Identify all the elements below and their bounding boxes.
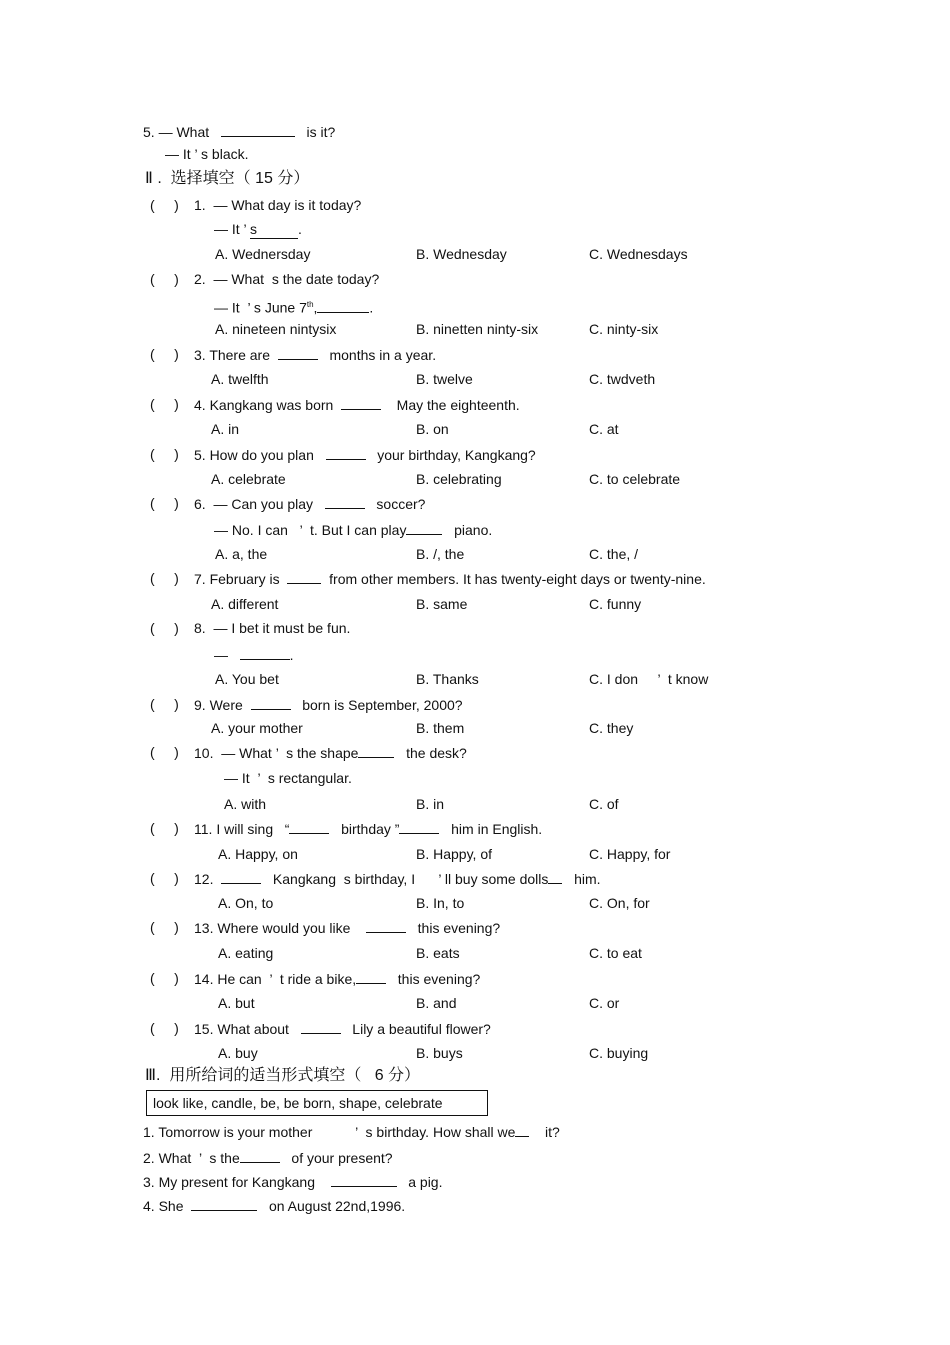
option-a[interactable]: A. your mother xyxy=(211,720,303,736)
option-b[interactable]: B. and xyxy=(416,995,457,1011)
option-a[interactable]: A. twelfth xyxy=(211,371,269,387)
option-a[interactable]: A. On, to xyxy=(218,895,274,911)
question-1: 1. — What day is it today? xyxy=(194,197,362,213)
option-b[interactable]: B. celebrating xyxy=(416,471,502,487)
option-a[interactable]: A. buy xyxy=(218,1045,258,1061)
option-a[interactable]: A. celebrate xyxy=(211,471,286,487)
answer-blank[interactable] xyxy=(278,345,318,360)
option-c[interactable]: C. at xyxy=(589,421,619,437)
option-c[interactable]: C. On, for xyxy=(589,895,650,911)
section-3-title: Ⅲ. 用所给词的适当形式填空（ 6 分） xyxy=(145,1067,421,1084)
option-b[interactable]: B. twelve xyxy=(416,371,473,387)
option-c[interactable]: C. buying xyxy=(589,1045,649,1061)
answer-blank[interactable] xyxy=(331,1172,397,1187)
question-7: 7. February is from other members. It has twenty-eight days or twenty-nine. xyxy=(194,571,706,587)
answer-blank[interactable] xyxy=(356,969,386,984)
option-a[interactable]: A. You bet xyxy=(215,671,279,687)
answer-blank[interactable] xyxy=(221,869,261,884)
option-b[interactable]: B. them xyxy=(416,720,465,736)
question-6: 6. — Can you play soccer? xyxy=(194,496,426,512)
option-b[interactable]: B. ninetten ninty-six xyxy=(416,321,539,337)
fill-item-4: 4. She on August 22nd,1996. xyxy=(143,1198,406,1214)
option-c[interactable]: C. to celebrate xyxy=(589,471,681,487)
question-2: 2. — What s the date today? xyxy=(194,271,380,287)
answer-blank[interactable] xyxy=(326,445,366,460)
answer-blank[interactable] xyxy=(399,819,439,834)
answer-blank[interactable] xyxy=(251,695,291,710)
question-11: 11. I will sing “ birthday ” him in English. xyxy=(194,821,543,837)
answer-blank[interactable] xyxy=(240,645,290,660)
question-2-line-2: — It ’ s June 7th, . xyxy=(214,299,374,316)
answer-paren[interactable]: ( ) xyxy=(150,446,179,462)
answer-blank[interactable] xyxy=(366,918,406,933)
answer-blank[interactable] xyxy=(515,1122,529,1137)
option-b[interactable]: B. /, the xyxy=(416,546,465,562)
answer-paren[interactable]: ( ) xyxy=(150,744,179,760)
option-c[interactable]: C. of xyxy=(589,796,619,812)
option-c[interactable]: C. funny xyxy=(589,596,642,612)
answer-paren[interactable]: ( ) xyxy=(150,696,179,712)
question-1-line-2: — It ’ s . xyxy=(214,221,302,237)
option-a[interactable]: A. Wednersday xyxy=(215,246,311,262)
answer-blank[interactable] xyxy=(191,1196,257,1211)
option-b[interactable]: B. buys xyxy=(416,1045,463,1061)
answer-blank[interactable] xyxy=(289,819,329,834)
option-b[interactable]: B. same xyxy=(416,596,468,612)
word-box-text: look like, candle, be, be born, shape, celebrate xyxy=(153,1095,443,1111)
word-box xyxy=(146,1090,488,1116)
option-b[interactable]: B. Thanks xyxy=(416,671,479,687)
option-b[interactable]: B. Happy, of xyxy=(416,846,493,862)
question-10: 10. — What ’ s the shape the desk? xyxy=(194,745,467,761)
answer-paren[interactable]: ( ) xyxy=(150,570,179,586)
answer-blank[interactable] xyxy=(221,122,295,137)
option-a[interactable]: A. but xyxy=(218,995,255,1011)
option-c[interactable]: C. they xyxy=(589,720,634,736)
answer-paren[interactable]: ( ) xyxy=(150,620,179,636)
option-a[interactable]: A. eating xyxy=(218,945,274,961)
prev-question-5: 5. — What is it? xyxy=(143,124,336,140)
answer-paren[interactable]: ( ) xyxy=(150,396,179,412)
answer-blank[interactable] xyxy=(287,569,321,584)
answer-paren[interactable]: ( ) xyxy=(150,346,179,362)
option-a[interactable]: A. Happy, on xyxy=(218,846,298,862)
answer-blank[interactable] xyxy=(406,520,442,535)
question-13: 13. Where would you like this evening? xyxy=(194,920,501,936)
answer-blank[interactable] xyxy=(358,743,394,758)
question-12: 12. Kangkang s birthday, I ’ ll buy some dolls him. xyxy=(194,871,601,887)
option-c[interactable]: C. Wednesdays xyxy=(589,246,688,262)
option-b[interactable]: B. in xyxy=(416,796,445,812)
option-a[interactable]: A. nineteen nintysix xyxy=(215,321,337,337)
question-8-line-2: — . xyxy=(214,647,294,663)
answer-blank[interactable] xyxy=(341,395,381,410)
question-8: 8. — I bet it must be fun. xyxy=(194,620,351,636)
question-4: 4. Kangkang was born May the eighteenth. xyxy=(194,397,520,413)
option-c[interactable]: C. twdveth xyxy=(589,371,656,387)
option-c[interactable]: C. I don ’ t know xyxy=(589,671,709,687)
question-15: 15. What about Lily a beautiful flower? xyxy=(194,1021,491,1037)
answer-paren[interactable]: ( ) xyxy=(150,271,179,287)
answer-paren[interactable]: ( ) xyxy=(150,870,179,886)
prev-question-5-answer: — It ’ s black. xyxy=(165,146,249,162)
option-b[interactable]: B. In, to xyxy=(416,895,465,911)
fill-item-2: 2. What ’ s the of your present? xyxy=(143,1150,393,1166)
answer-blank[interactable] xyxy=(301,1019,341,1034)
option-b[interactable]: B. eats xyxy=(416,945,460,961)
answer-blank[interactable] xyxy=(240,1148,280,1163)
answer-blank[interactable] xyxy=(325,494,365,509)
fill-item-1: 1. Tomorrow is your mother ’ s birthday. How shall we it? xyxy=(143,1124,560,1140)
option-c[interactable]: C. to eat xyxy=(589,945,642,961)
option-a[interactable]: A. in xyxy=(211,421,240,437)
answer-blank[interactable]: s xyxy=(250,220,298,239)
question-5: 5. How do you plan your birthday, Kangkang? xyxy=(194,447,536,463)
option-b[interactable]: B. Wednesday xyxy=(416,246,507,262)
question-3: 3. There are months in a year. xyxy=(194,347,437,363)
answer-paren[interactable]: ( ) xyxy=(150,820,179,836)
question-10-line-2: — It ’ s rectangular. xyxy=(224,770,352,786)
fill-item-3: 3. My present for Kangkang a pig. xyxy=(143,1174,443,1190)
option-a[interactable]: A. different xyxy=(211,596,279,612)
option-a[interactable]: A. with xyxy=(224,796,267,812)
option-c[interactable]: C. ninty-six xyxy=(589,321,659,337)
answer-paren[interactable]: ( ) xyxy=(150,495,179,511)
option-c[interactable]: C. or xyxy=(589,995,620,1011)
question-14: 14. He can ’ t ride a bike, this evening? xyxy=(194,971,481,987)
question-9: 9. Were born is September, 2000? xyxy=(194,697,463,713)
answer-paren[interactable]: ( ) xyxy=(150,1020,179,1036)
option-a[interactable]: A. a, the xyxy=(215,546,268,562)
answer-blank[interactable] xyxy=(548,869,562,884)
answer-paren[interactable]: ( ) xyxy=(150,197,179,213)
option-c[interactable]: C. the, / xyxy=(589,546,639,562)
question-6-line-2: — No. I can ’ t. But I can play piano. xyxy=(214,522,493,538)
answer-blank[interactable] xyxy=(317,298,369,313)
section-2-title: Ⅱ . 选择填空（ 15 分） xyxy=(145,170,310,187)
option-c[interactable]: C. Happy, for xyxy=(589,846,671,862)
answer-paren[interactable]: ( ) xyxy=(150,970,179,986)
option-b[interactable]: B. on xyxy=(416,421,449,437)
answer-paren[interactable]: ( ) xyxy=(150,919,179,935)
